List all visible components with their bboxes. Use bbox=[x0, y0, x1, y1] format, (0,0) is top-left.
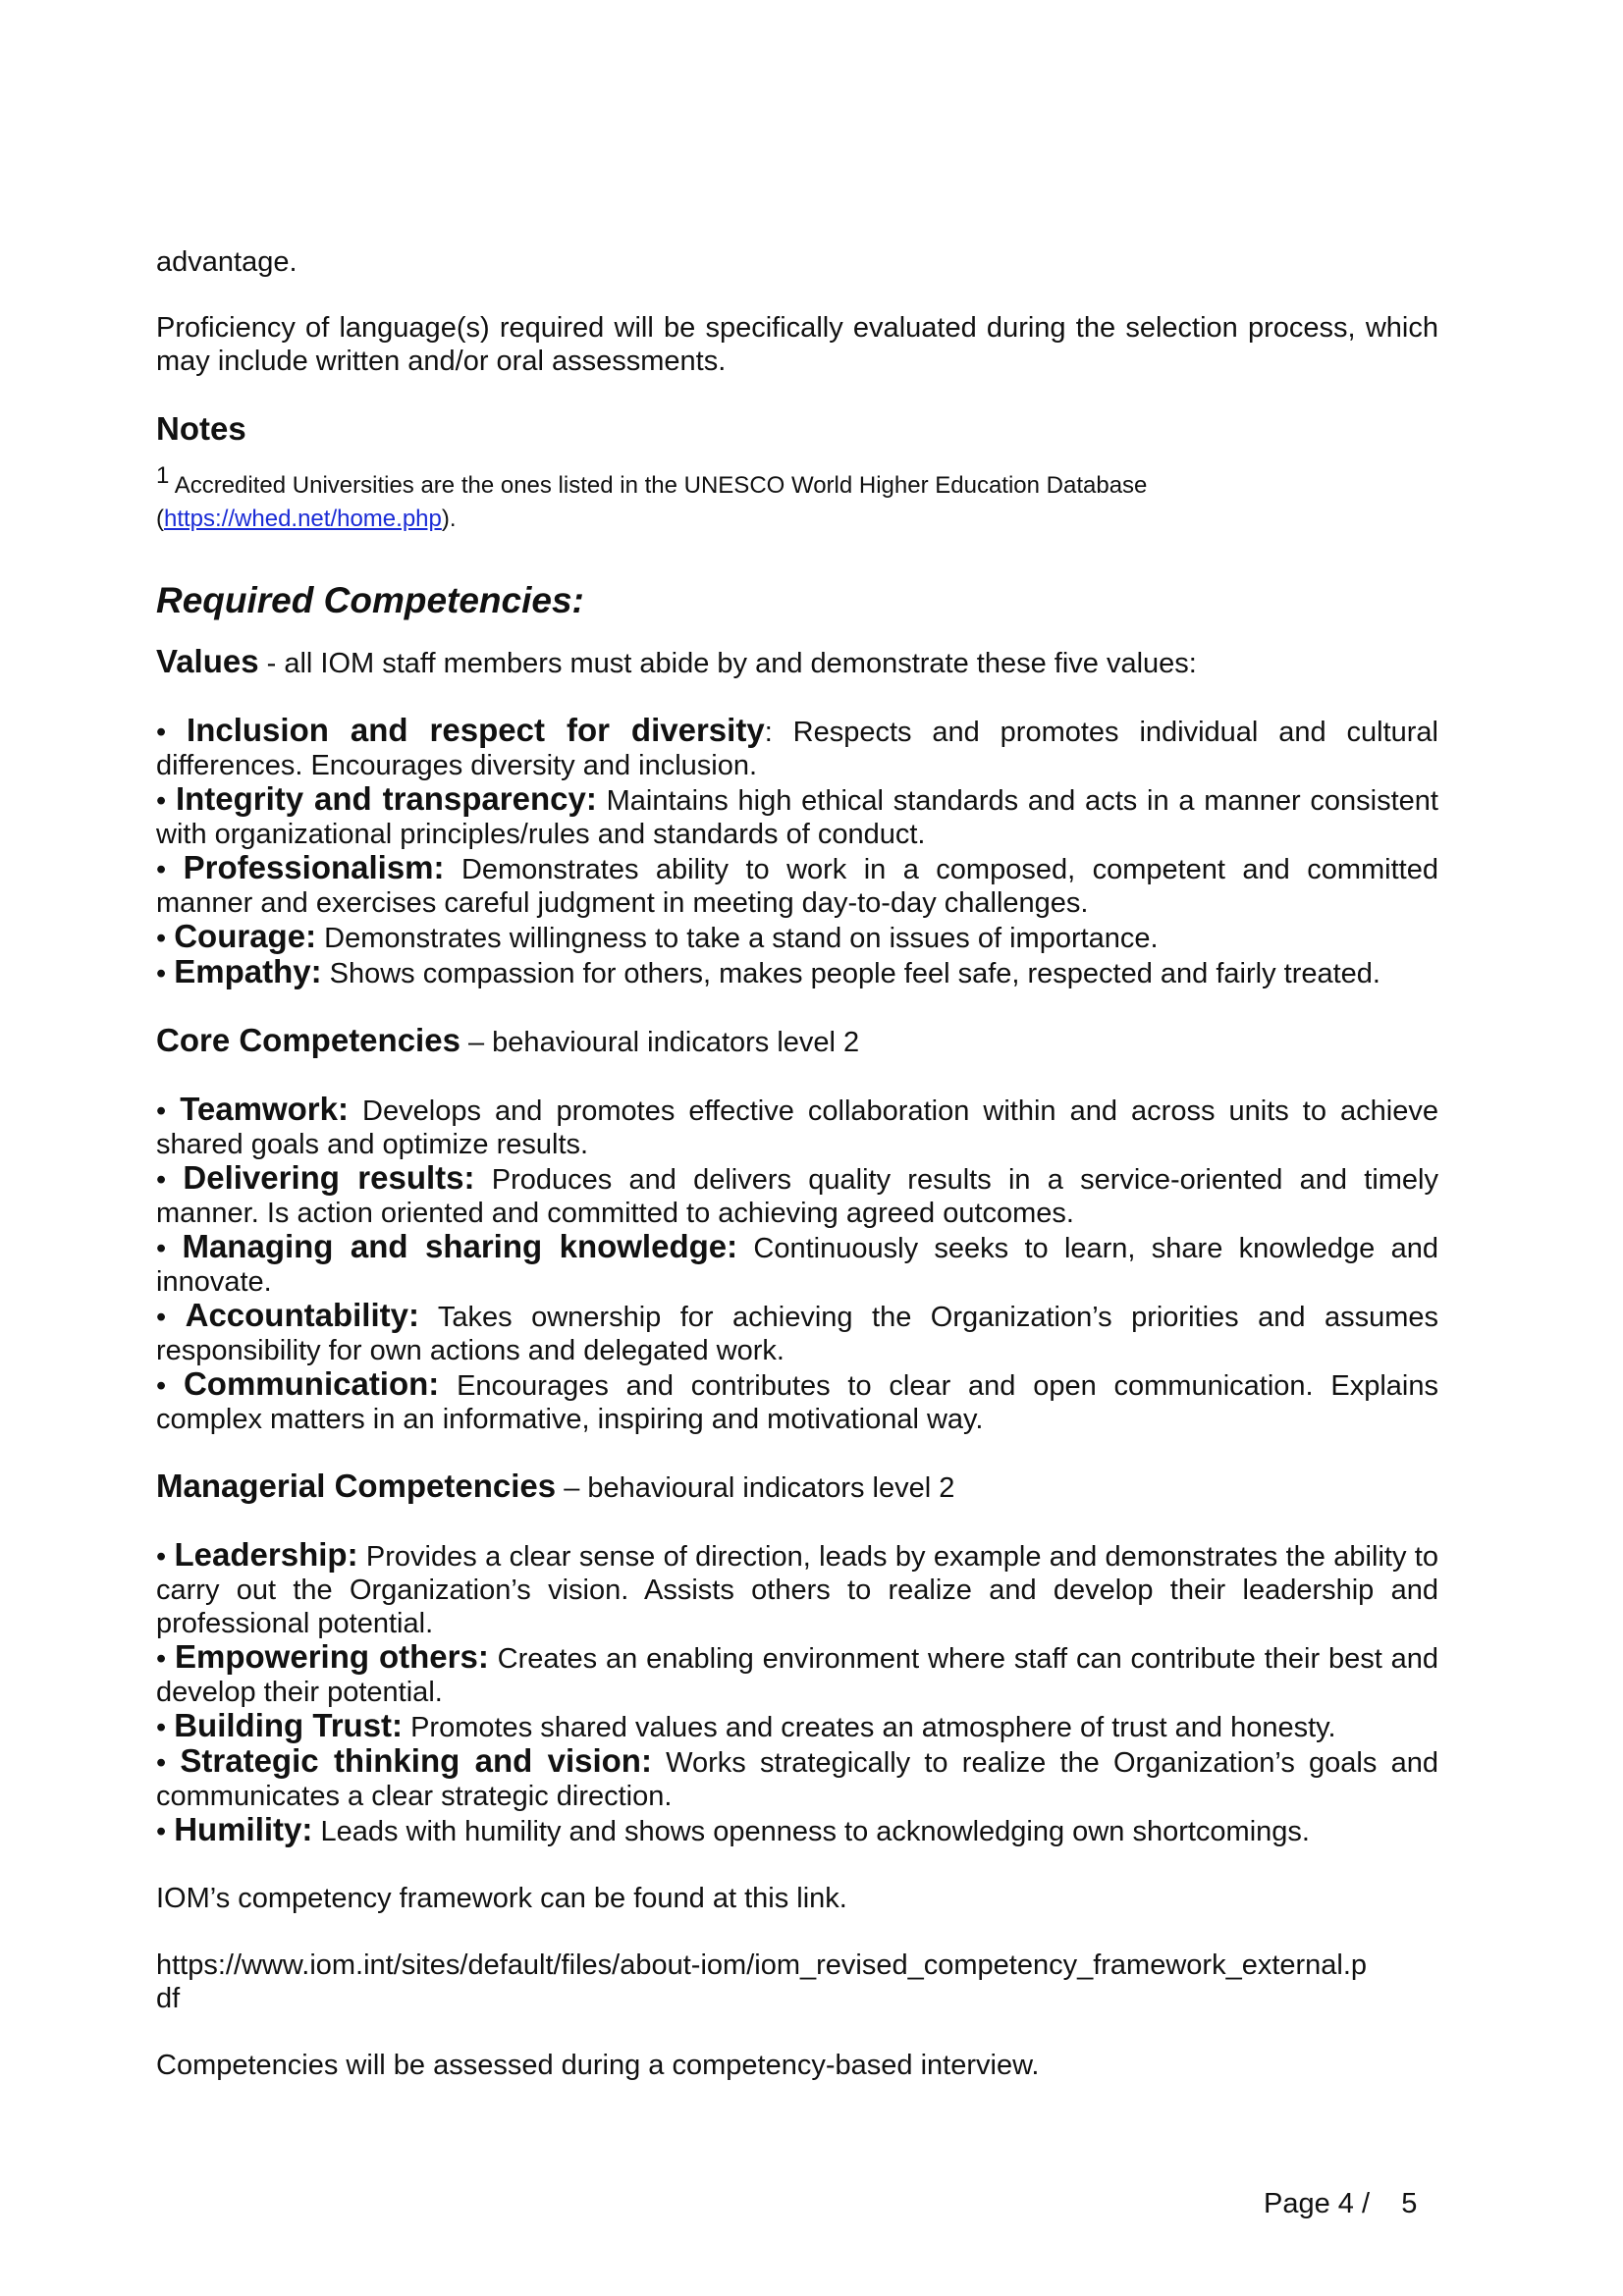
managerial-item-title: Strategic thinking and vision: bbox=[180, 1742, 652, 1779]
value-item-title: Empathy: bbox=[174, 953, 322, 989]
bullet: • bbox=[156, 1233, 183, 1264]
value-item-title: Courage: bbox=[174, 918, 317, 954]
bullet: • bbox=[156, 958, 175, 989]
core-item-title: Communication: bbox=[183, 1365, 440, 1402]
values-subtitle: - all IOM staff members must abide by and demonstrate these five values: bbox=[258, 648, 1197, 679]
managerial-item-description: Works strategically to realize the Organization’s goals and communicates a clear strategic direction. bbox=[156, 1747, 1438, 1812]
core-list bbox=[156, 1093, 1438, 1436]
bullet: • bbox=[156, 854, 184, 885]
bullet: • bbox=[156, 1747, 181, 1779]
value-item bbox=[156, 920, 1438, 955]
footnote-marker: 1 bbox=[156, 462, 170, 489]
managerial-item-description: Creates an enabling environment where staff can contribute their best and develop their potential. bbox=[156, 1643, 1438, 1708]
core-item bbox=[156, 1367, 1438, 1436]
footnote bbox=[156, 462, 1438, 503]
open-paren: ( bbox=[156, 506, 164, 532]
proficiency-paragraph: Proficiency of language(s) required will be specifically evaluated during the selection process, which may include written and/or oral assessments. bbox=[156, 312, 1438, 377]
core-item bbox=[156, 1299, 1438, 1367]
footnote-link-line bbox=[156, 503, 1438, 536]
managerial-item-title: Leadership: bbox=[174, 1536, 358, 1573]
managerial-item-description: Promotes shared values and creates an atmosphere of trust and honesty. bbox=[403, 1712, 1336, 1743]
intro-line: advantage. bbox=[156, 246, 298, 278]
value-item bbox=[156, 955, 1438, 990]
bullet: • bbox=[156, 1712, 175, 1743]
core-item bbox=[156, 1093, 1438, 1161]
core-item-description: Produces and delivers quality results in a service-oriented and timely manner. Is action oriented and committed to achieving agreed outcomes. bbox=[156, 1164, 1438, 1229]
page-label: Page 4 bbox=[1264, 2188, 1354, 2219]
notes-heading: Notes bbox=[156, 410, 246, 447]
value-item-title: Inclusion and respect for diversity bbox=[187, 712, 765, 748]
core-item bbox=[156, 1161, 1438, 1230]
bullet: • bbox=[156, 1643, 175, 1675]
core-item-description: Develops and promotes effective collaboration within and across units to achieve shared goals and optimize results. bbox=[156, 1095, 1438, 1160]
footnote-text: Accredited Universities are the ones listed in the UNESCO World Higher Education Database bbox=[174, 472, 1148, 499]
required-competencies-title: Required Competencies: bbox=[156, 580, 584, 620]
core-heading bbox=[156, 1024, 1438, 1059]
values-heading bbox=[156, 645, 1438, 680]
managerial-item bbox=[156, 1538, 1438, 1640]
values-list bbox=[156, 714, 1438, 990]
framework-url[interactable] bbox=[156, 1949, 1438, 2015]
value-item-description: : Respects and promotes individual and cultural differences. Encourages diversity and inclusion. bbox=[156, 717, 1438, 781]
bullet: • bbox=[156, 717, 188, 748]
bullet: • bbox=[156, 1541, 175, 1573]
core-item-title: Accountability: bbox=[185, 1297, 419, 1333]
framework-url-tail: df bbox=[156, 1983, 181, 2014]
core-heading-label: Core Competencies bbox=[156, 1022, 460, 1058]
bullet: • bbox=[156, 1302, 186, 1333]
managerial-heading bbox=[156, 1469, 1438, 1505]
bullet: • bbox=[156, 1164, 184, 1196]
framework-text: IOM’s competency framework can be found at this link. bbox=[156, 1883, 847, 1914]
document-page bbox=[156, 245, 1438, 2082]
managerial-item-title: Empowering others: bbox=[175, 1638, 489, 1675]
page-separator: / bbox=[1353, 2188, 1402, 2219]
managerial-item bbox=[156, 1744, 1438, 1813]
managerial-subtitle: – behavioural indicators level 2 bbox=[556, 1472, 955, 1504]
bullet: • bbox=[156, 923, 175, 954]
core-item-description: Encourages and contributes to clear and open communication. Explains complex matters in an informative, inspiring and motivational way. bbox=[156, 1370, 1439, 1435]
core-item-description: Continuously seeks to learn, share knowledge and innovate. bbox=[156, 1233, 1439, 1298]
bullet: • bbox=[156, 1095, 181, 1127]
values-heading-label: Values bbox=[156, 643, 259, 679]
core-item-title: Managing and sharing knowledge: bbox=[182, 1228, 738, 1264]
managerial-item-title: Building Trust: bbox=[174, 1707, 404, 1743]
core-item-title: Teamwork: bbox=[180, 1091, 349, 1127]
managerial-item bbox=[156, 1640, 1438, 1709]
value-item bbox=[156, 714, 1438, 782]
value-item-description: Shows compassion for others, makes people feel safe, respected and fairly treated. bbox=[321, 958, 1380, 989]
assessment-text: Competencies will be assessed during a competency-based interview. bbox=[156, 2050, 1040, 2081]
value-item-title: Professionalism: bbox=[183, 849, 445, 885]
framework-url-main: https://www.iom.int/sites/default/files/about-iom/iom_revised_competency_framework_external.p bbox=[156, 1949, 1368, 1981]
managerial-item-description: Provides a clear sense of direction, leads by example and demonstrates the ability to carry out the Organization’s vision. Assists others to realize and develop their leadership and professional potential. bbox=[156, 1541, 1438, 1639]
bullet: • bbox=[156, 785, 176, 817]
close-paren: ). bbox=[441, 506, 457, 532]
managerial-list bbox=[156, 1538, 1438, 1848]
whed-link[interactable]: https://whed.net/home.php bbox=[164, 506, 442, 532]
managerial-item bbox=[156, 1813, 1438, 1848]
value-item-title: Integrity and transparency: bbox=[175, 780, 597, 817]
core-item-description: Takes ownership for achieving the Organization’s priorities and assumes responsibility for own actions and delegated work. bbox=[156, 1302, 1438, 1366]
bullet: • bbox=[156, 1816, 175, 1847]
managerial-item-title: Humility: bbox=[174, 1811, 313, 1847]
page-footer bbox=[1264, 2187, 1417, 2220]
core-item bbox=[156, 1230, 1438, 1299]
value-item-description: Demonstrates ability to work in a composed, competent and committed manner and exercises careful judgment in meeting day-to-day challenges. bbox=[156, 854, 1438, 919]
value-item-description: Demonstrates willingness to take a stand on issues of importance. bbox=[316, 923, 1159, 954]
managerial-item-description: Leads with humility and shows openness to acknowledging own shortcomings. bbox=[312, 1816, 1310, 1847]
value-item-description: Maintains high ethical standards and acts in a manner consistent with organizational principles/rules and standards of conduct. bbox=[156, 785, 1438, 850]
bullet: • bbox=[156, 1370, 184, 1402]
core-item-title: Delivering results: bbox=[183, 1159, 475, 1196]
total-pages: 5 bbox=[1401, 2188, 1418, 2219]
core-subtitle: – behavioural indicators level 2 bbox=[460, 1027, 860, 1058]
managerial-item bbox=[156, 1709, 1438, 1744]
value-item bbox=[156, 782, 1438, 851]
value-item bbox=[156, 851, 1438, 920]
managerial-heading-label: Managerial Competencies bbox=[156, 1468, 557, 1504]
